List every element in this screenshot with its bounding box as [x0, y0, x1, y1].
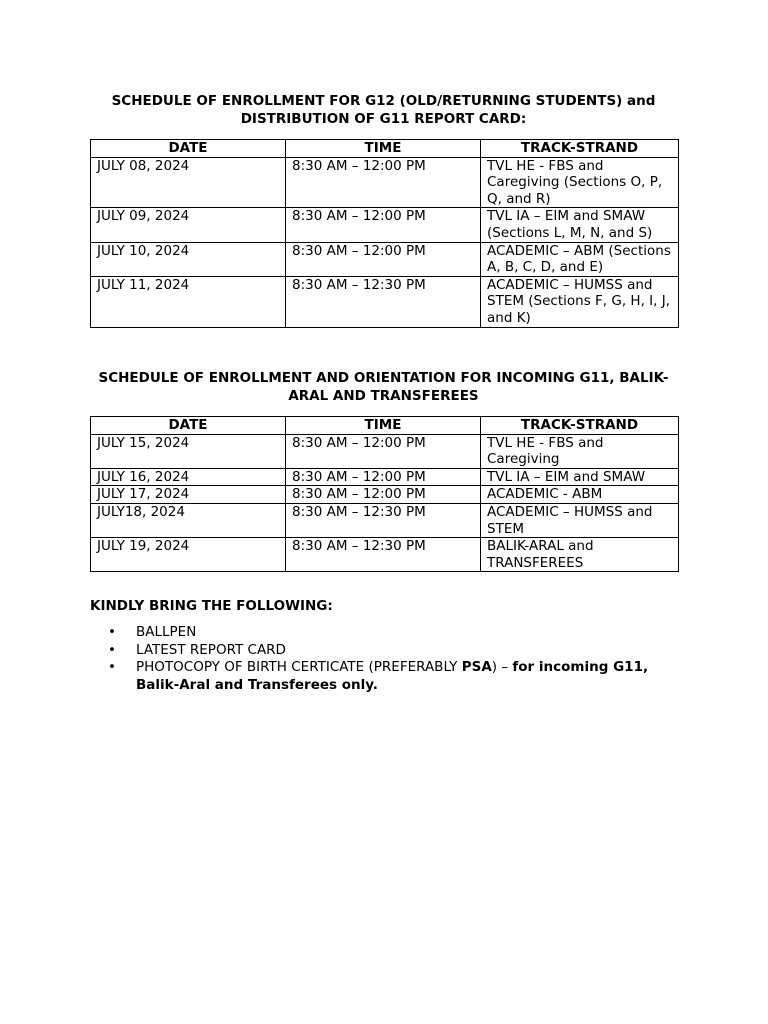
psa-emphasis: PSA: [461, 659, 492, 675]
table-row: [91, 208, 679, 242]
track-cell: BALIK-ARAL and TRANSFEREES: [481, 538, 679, 572]
g11-schedule-table: [90, 416, 679, 572]
table-row: [91, 503, 679, 537]
date-cell: JULY18, 2024: [91, 503, 286, 537]
list-item-text: PHOTOCOPY OF BIRTH CERTICATE (PREFERABLY: [136, 659, 462, 675]
date-header: DATE: [91, 140, 286, 158]
track-cell: ACADEMIC – ABM (Sections A, B, C, D, and E): [481, 242, 679, 276]
track-cell: TVL HE - FBS and Caregiving (Sections O, P, Q, and R): [481, 157, 679, 208]
table-row: [91, 538, 679, 572]
g12-title-line2: DISTRIBUTION OF G11 REPORT CARD:: [240, 111, 527, 127]
date-cell: JULY 19, 2024: [91, 538, 286, 572]
time-cell: 8:30 AM – 12:00 PM: [286, 486, 481, 504]
incoming-g11-note: for incoming G11, Balik-Aral and Transferees only.: [136, 659, 649, 693]
date-cell: JULY 15, 2024: [91, 434, 286, 468]
track-cell: TVL IA – EIM and SMAW: [481, 468, 679, 486]
date-cell: JULY 11, 2024: [91, 276, 286, 327]
track-cell: ACADEMIC – HUMSS and STEM (Sections F, G, H, I, J, and K): [481, 276, 679, 327]
list-item: [108, 659, 678, 694]
time-header: TIME: [286, 140, 481, 158]
track-cell: ACADEMIC - ABM: [481, 486, 679, 504]
list-item-text: LATEST REPORT CARD: [136, 641, 286, 658]
time-cell: 8:30 AM – 12:00 PM: [286, 242, 481, 276]
table-row: [91, 468, 679, 486]
time-cell: 8:30 AM – 12:30 PM: [286, 538, 481, 572]
time-cell: 8:30 AM – 12:30 PM: [286, 276, 481, 327]
requirements-list: [108, 624, 678, 694]
track-strand-header: TRACK-STRAND: [481, 140, 679, 158]
list-item: [108, 624, 678, 642]
bullet-icon: •: [108, 659, 116, 675]
requirements-heading: KINDLY BRING THE FOLLOWING:: [90, 598, 333, 614]
track-cell: TVL HE - FBS and Caregiving: [481, 434, 679, 468]
table-row: [91, 486, 679, 504]
date-cell: JULY 10, 2024: [91, 242, 286, 276]
time-cell: 8:30 AM – 12:00 PM: [286, 208, 481, 242]
date-cell: JULY 16, 2024: [91, 468, 286, 486]
list-item-text: BALLPEN: [136, 624, 197, 640]
bullet-icon: •: [108, 624, 116, 640]
list-item: [108, 642, 678, 660]
date-cell: JULY 09, 2024: [91, 208, 286, 242]
track-strand-header: TRACK-STRAND: [481, 417, 679, 435]
table-row: [91, 276, 679, 327]
date-cell: JULY 08, 2024: [91, 157, 286, 208]
date-cell: JULY 17, 2024: [91, 486, 286, 504]
time-cell: 8:30 AM – 12:00 PM: [286, 468, 481, 486]
time-cell: 8:30 AM – 12:30 PM: [286, 503, 481, 537]
list-item-text-after: ) –: [491, 659, 513, 675]
g11-title-line2: ARAL AND TRANSFEREES: [288, 388, 479, 404]
time-cell: 8:30 AM – 12:00 PM: [286, 434, 481, 468]
date-header: DATE: [91, 417, 286, 435]
table-header-row: [91, 417, 679, 435]
bullet-icon: •: [108, 641, 116, 658]
g12-title-line1: SCHEDULE OF ENROLLMENT FOR G12 (OLD/RETURNING STUDENTS) and: [111, 93, 656, 109]
g11-title-line1: SCHEDULE OF ENROLLMENT AND ORIENTATION FOR INCOMING G11, BALIK-: [98, 370, 669, 386]
g12-schedule-title: [90, 92, 677, 128]
track-cell: TVL IA – EIM and SMAW (Sections L, M, N, and S): [481, 208, 679, 242]
time-header: TIME: [286, 417, 481, 435]
time-cell: 8:30 AM – 12:00 PM: [286, 157, 481, 208]
track-cell: ACADEMIC – HUMSS and STEM: [481, 503, 679, 537]
g12-schedule-table: [90, 139, 679, 328]
table-row: [91, 157, 679, 208]
table-row: [91, 434, 679, 468]
table-header-row: [91, 140, 679, 158]
table-row: [91, 242, 679, 276]
g11-schedule-title: [90, 369, 677, 405]
